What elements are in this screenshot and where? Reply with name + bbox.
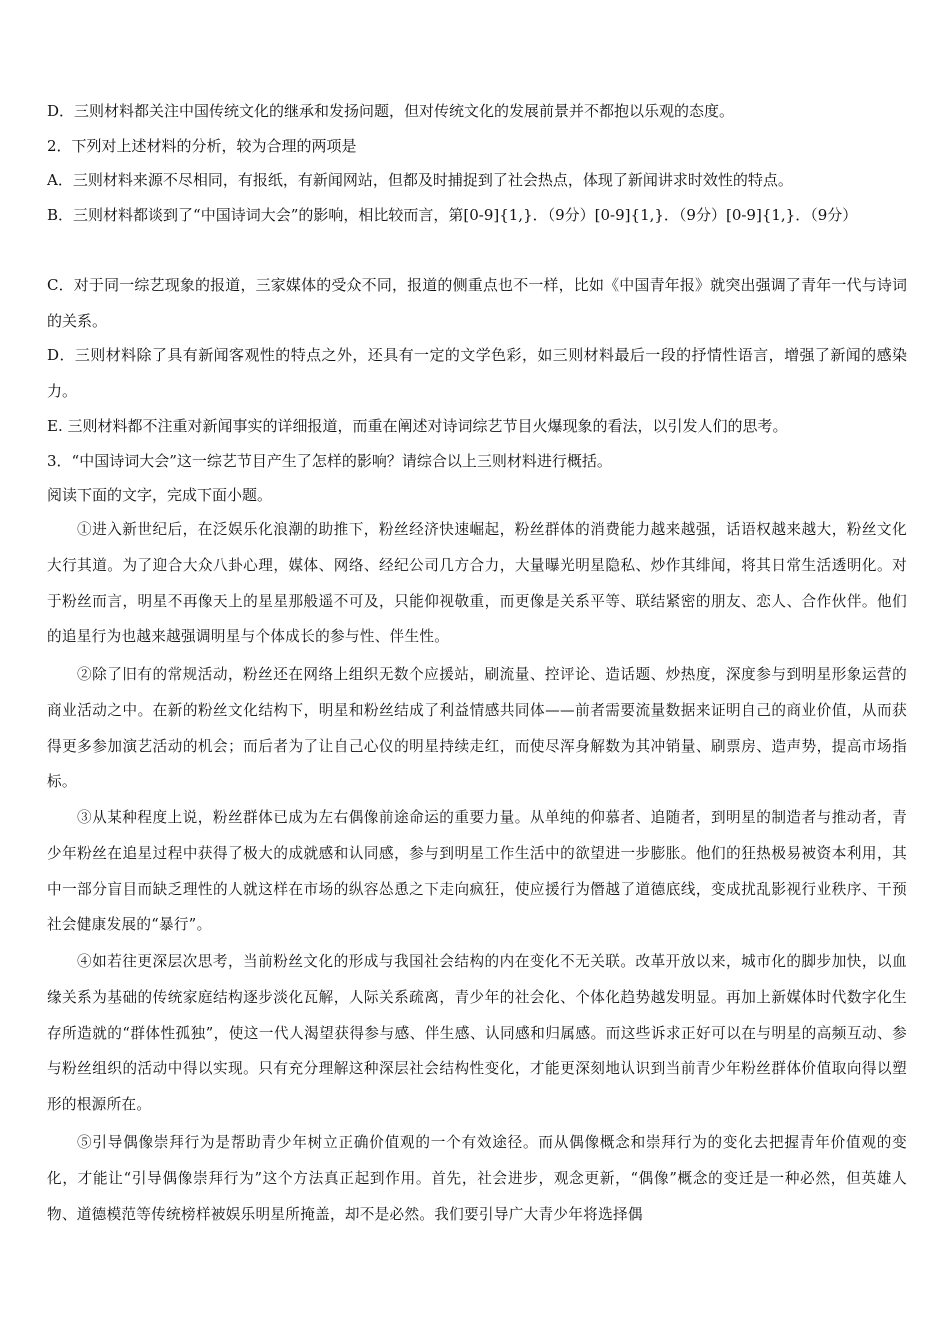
q2-stem: 2．下列对上述材料的分析，较为合理的两项是 [47,137,357,155]
passage-paragraph-4: ④如若往更深层次思考，当前粉丝文化的形成与我国社会结构的内在变化不无关联。改革开放以来，城市化的脚步加快，以血缘关系为基础的传统家庭结构逐步淡化瓦解，人际关系疏离，青少年的社会化、个体化趋势越发明显。再加上新媒体时代数字化生存所造就的“群体性孤独”，使这一代人渴望获得参与感、伴生感、认同感和归属感。而这些诉求正好可以在与明星的高频互动、参与粉丝组织的活动中得以实现。只有充分理解这种深层社会结构性变化，才能更深刻地认识到当前青少年粉丝群体价值取向得以塑形的根源所在。 [47,953,907,1114]
passage-paragraph-2: ②除了旧有的常规活动，粉丝还在网络上组织无数个应援站，刷流量、控评论、造话题、炒热度，深度参与到明星形象运营的商业活动之中。在新的粉丝文化结构下，明星和粉丝结成了利益情感共同体——前者需要流量数据来证明自己的商业价值，从而获得更多参加演艺活动的机会；而后者为了让自己心仪的明星持续走红，而使尽浑身解数为其冲销量、刷票房、造声势，提高市场指标。 [47,666,907,791]
passage-paragraph-5: ⑤引导偶像崇拜行为是帮助青少年树立正确价值观的一个有效途径。而从偶像概念和崇拜行为的变化去把握青年价值观的变化，才能让“引导偶像崇拜行为”这个方法真正起到作用。首先，社会进步，观念更新，“偶像”概念的变迁是一种必然，但英雄人物、道德模范等传统榜样被娱乐明星所掩盖，却不是必然。我们要引导广大青少年将选择偶 [47,1134,907,1223]
q2-option-a: A．三则材料来源不尽相同，有报纸，有新闻网站，但都及时捕捉到了社会热点，体现了新闻讲求时效性的特点。 [47,171,793,189]
passage-paragraph-1: ①进入新世纪后，在泛娱乐化浪潮的助推下，粉丝经济快速崛起，粉丝群体的消费能力越来越强，话语权越来越大，粉丝文化大行其道。为了迎合大众八卦心理，媒体、网络、经纪公司几方合力，大量曝光明星隐私、炒作其绯闻，将其日常生活透明化。对于粉丝而言，明星不再像天上的星星那般遥不可及，只能仰视敬重，而更像是关系平等、联结紧密的朋友、恋人、合作伙伴。他们的追星行为也越来越强调明星与个体成长的参与性、伴生性。 [47,521,907,646]
q2-option-c: C．对于同一综艺现象的报道，三家媒体的受众不同，报道的侧重点也不一样，比如《中国青年报》就突出强调了青年一代与诗词的关系。 [47,276,907,330]
q2-option-e: E. 三则材料都不注重对新闻事实的详细报道，而重在阐述对诗词综艺节目火爆现象的看法，以引发人们的思考。 [47,417,788,435]
passage-paragraph-3: ③从某种程度上说，粉丝群体已成为左右偶像前途命运的重要力量。从单纯的仰慕者、追随者，到明星的制造者与推动者，青少年粉丝在追星过程中获得了极大的成就感和认同感，参与到明星工作生活中的欲望进一步膨胀。他们的狂热极易被资本利用，其中一部分盲目而缺乏理性的人就这样在市场的纵容怂恿之下走向疯狂，使应援行为僭越了道德底线，变成扰乱影视行业秩序、干预社会健康发展的“暴行”。 [47,809,907,934]
q1-option-d: D．三则材料都关注中国传统文化的继承和发扬问题，但对传统文化的发展前景并不都抱以乐观的态度。 [47,102,735,120]
q2-option-b: B．三则材料都谈到了“中国诗词大会”的影响，相比较而言，第[0-9]{1,}．（9分）[0-9]{1,}．（9分）[0-9]{1,}．（9分） [47,206,858,224]
reading-intro: 阅读下面的文字，完成下面小题。 [47,486,273,504]
q2-option-d: D．三则材料除了具有新闻客观性的特点之外，还具有一定的文学色彩，如三则材料最后一段的抒情性语言，增强了新闻的感染力。 [47,346,907,400]
q3-stem: 3．“中国诗词大会”这一综艺节目产生了怎样的影响？请综合以上三则材料进行概括。 [47,452,612,470]
